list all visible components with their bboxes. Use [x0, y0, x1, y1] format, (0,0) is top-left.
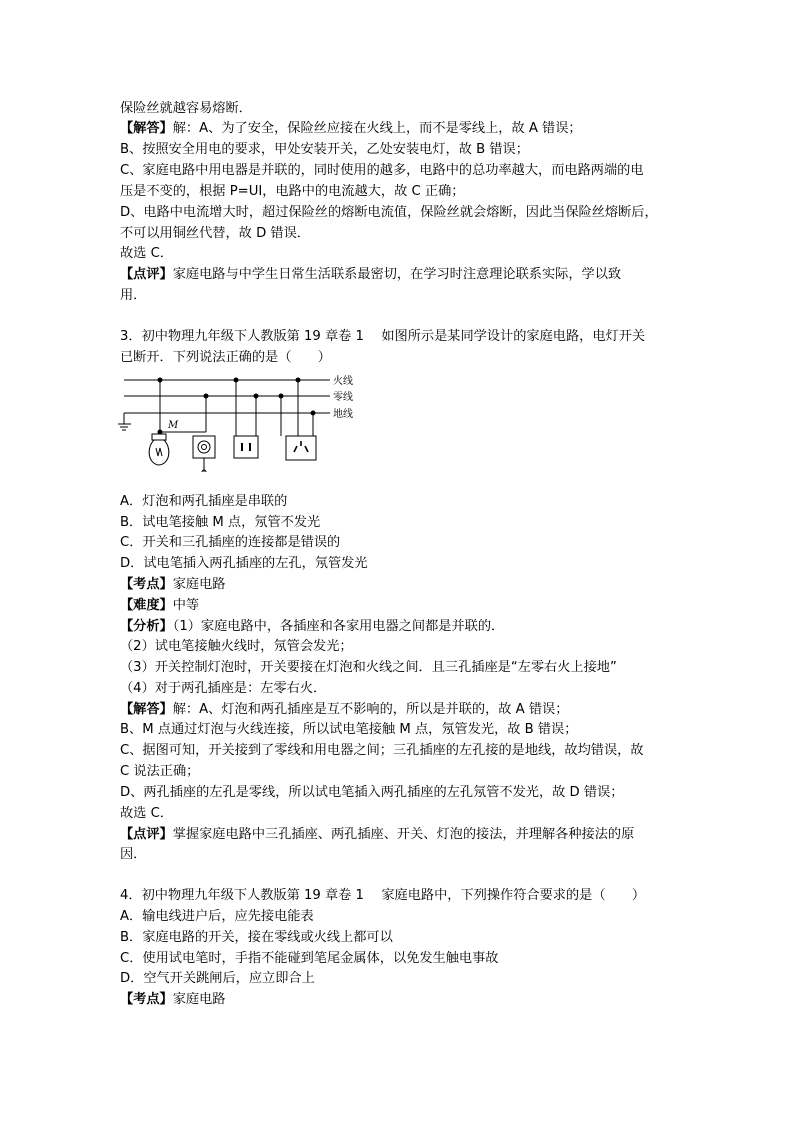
q3-option-d: D．试电笔插入两孔插座的左孔，氖管发光 — [120, 556, 368, 571]
answer-tag: 【解答】 — [120, 121, 173, 136]
comment-tag: 【点评】 — [120, 267, 173, 282]
q3-comment-line: 因． — [120, 847, 147, 862]
prev-answer-line: 不可以用铜丝代替，故 D 错误． — [120, 226, 310, 241]
q3-stem: 已断开．下列说法正确的是（ ） — [120, 350, 331, 365]
q4-option-d: D．空气开关跳闸后，应立即合上 — [120, 971, 315, 986]
q3-answer-line: C、据图可知，开关接到了零线和用电器之间；三孔插座的左孔接的是地线，故均错误，故 — [120, 743, 644, 758]
circuit-diagram — [118, 368, 368, 472]
q3-option-b: B．试电笔接触 M 点，氖管不发光 — [120, 515, 321, 530]
q3-comment-line: 【点评】掌握家庭电路中三孔插座、两孔插座、开关、灯泡的接法，并理解各种接法的原 — [120, 827, 635, 842]
prev-tail-text: 保险丝就越容易熔断． — [120, 101, 252, 116]
q3-answer-line: B、M 点通过灯泡与火线连接，所以试电笔接触 M 点，氖管发光，故 B 错误； — [120, 722, 578, 737]
q3-stem: 3．初中物理九年级下人教版第 19 章卷 1 如图所示是某同学设计的家庭电路，电灯开关 — [120, 329, 646, 344]
q3-analysis-line: （2）试电笔接触火线时，氖管会发光； — [120, 639, 353, 654]
q3-answer-line: 【解答】解：A、灯泡和两孔插座是互不影响的，所以是并联的，故 A 错误； — [120, 702, 569, 717]
q4-stem: 4．初中物理九年级下人教版第 19 章卷 1 家庭电路中，下列操作符合要求的是（ ） — [120, 888, 646, 903]
q4-option-a: A．输电线进户后，应先接电能表 — [120, 909, 314, 924]
q4-kaodian: 【考点】家庭电路 — [120, 992, 226, 1007]
q3-analysis-line: 【分析】（1）家庭电路中，各插座和各家用电器之间都是并联的． — [120, 619, 505, 634]
q4-option-c: C．使用试电笔时，手指不能碰到笔尾金属体，以免发生触电事故 — [120, 951, 499, 966]
q3-option-c: C．开关和三孔插座的连接都是错误的 — [120, 535, 341, 550]
q3-kaodian: 【考点】家庭电路 — [120, 577, 226, 592]
q3-answer-line: 故选 C． — [120, 806, 173, 821]
prev-answer-line: 压是不变的，根据 P=UI，电路中的电流越大，故 C 正确； — [120, 184, 465, 199]
prev-answer-line: D、电路中电流增大时，超过保险丝的熔断电流值，保险丝就会熔断，因此当保险丝熔断后， — [120, 205, 658, 220]
prev-answer-line: C、家庭电路中用电器是并联的，同时使用的越多，电路中的总功率越大，而电路两端的电 — [120, 163, 644, 178]
prev-answer-line: 故选 C． — [120, 246, 173, 261]
q3-answer-line: C 说法正确； — [120, 764, 200, 779]
neutral-wire-label: 零线 — [333, 392, 353, 403]
prev-answer-line: B、按照安全用电的要求，甲处安装开关，乙处安装电灯，故 B 错误； — [120, 142, 529, 157]
prev-comment-line: 用． — [120, 288, 147, 303]
q4-option-b: B．家庭电路的开关，接在零线或火线上都可以 — [120, 930, 393, 945]
live-wire-label: 火线 — [333, 376, 353, 387]
prev-comment-line: 【点评】家庭电路与中学生日常生活联系最密切，在学习时注意理论联系实际，学以致 — [120, 267, 622, 282]
q3-answer-line: D、两孔插座的左孔是零线，所以试电笔插入两孔插座的左孔氖管不发光，故 D 错误； — [120, 785, 624, 800]
prev-answer-line: 【解答】解：A、为了安全，保险丝应接在火线上，而不是零线上，故 A 错误； — [120, 121, 582, 136]
q3-analysis-line: （4）对于两孔插座是：左零右火． — [120, 681, 327, 696]
point-m-label: M — [168, 420, 179, 431]
ground-wire-label: 地线 — [333, 409, 353, 420]
q3-analysis-line: （3）开关控制灯泡时，开关要接在灯泡和火线之间．且三孔插座是“左零右火上接地” — [120, 660, 617, 675]
q3-option-a: A．灯泡和两孔插座是串联的 — [120, 494, 288, 509]
q3-difficulty: 【难度】中等 — [120, 598, 200, 613]
